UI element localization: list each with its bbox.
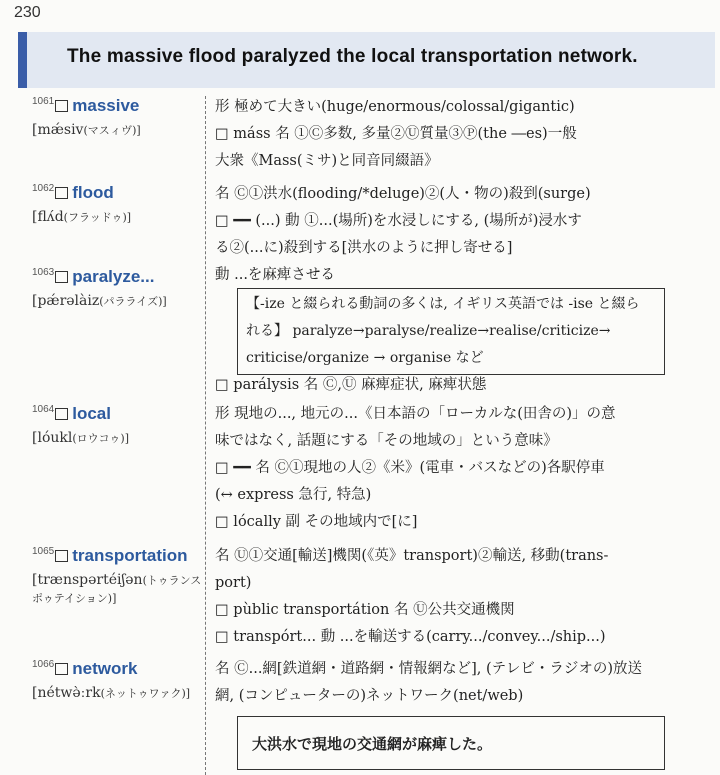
note-line: criticise/organize → organise など <box>246 350 484 366</box>
definition-line: 名 Ⓒ①洪水(flooding/*deluge)②(人・物の)殺到(surge) <box>215 186 591 202</box>
definition-line: □ pùblic transportátion 名 Ⓤ公共交通機関 <box>215 602 515 618</box>
definition-line: 名 Ⓤ①交通[輸送]機関(《英》transport)②輸送, 移動(trans- <box>215 548 609 564</box>
definition-line: 味ではなく, 話題にする「その地域の」という意味》 <box>215 433 558 449</box>
definition-line: □ ━━ 名 Ⓒ①現地の人②《米》(電車・バスなどの)各駅停車 <box>215 460 605 476</box>
pronunciation: [mǽsiv <box>32 122 84 138</box>
entry-number: 1065 <box>32 546 55 557</box>
entry-number: 1061 <box>32 96 55 107</box>
note-line: れる】 paralyze→paralyse/realize→realise/criticize→ <box>246 323 611 339</box>
pronunciation: [flʌ́d <box>32 209 64 225</box>
pronunciation: [trænspərtéiʃən <box>32 572 143 588</box>
definition-line: □ parálysis 名 Ⓒ,Ⓤ 麻痺症状, 麻痺状態 <box>215 377 487 393</box>
book-icon <box>55 271 68 283</box>
page-number: 230 <box>14 4 41 21</box>
definition-line: □ máss 名 ①Ⓒ多数, 多量②Ⓤ質量③Ⓟ(the ―es)一般 <box>215 126 577 142</box>
spelling-note-box <box>237 288 665 375</box>
headword-entry <box>32 267 167 309</box>
note-line: 【-ize と綴られる動詞の多くは, イギリス英語では -ise と綴ら <box>246 296 640 312</box>
entry-number: 1066 <box>32 659 55 670</box>
definition-line: 動 ...を麻痺させる <box>215 267 335 283</box>
headword: paralyze... <box>72 267 155 286</box>
katakana-reading-cont: ポゥテイション)] <box>32 592 117 605</box>
headword: massive <box>72 96 140 115</box>
katakana-reading: (トゥランス <box>142 574 202 587</box>
katakana-reading: (ネットゥワァク)] <box>100 687 191 700</box>
definition-line: 名 Ⓒ...網[鉄道網・道路網・情報網など], (テレビ・ラジオの)放送 <box>215 661 642 677</box>
definition-line: 形 現地の..., 地元の...《日本語の「ローカルな(田舎の)」の意 <box>215 406 616 422</box>
definition-line: □ ━━ (...) 動 ①...(場所)を水浸しにする, (場所が)浸水す <box>215 213 582 229</box>
definition-line: 網, (コンピューターの)ネットワーク(net/web) <box>215 688 524 704</box>
katakana-reading: (ロウコゥ)] <box>72 432 130 445</box>
entry-number: 1064 <box>32 404 55 415</box>
pronunciation: [lóukl <box>32 430 73 446</box>
book-icon <box>55 663 68 675</box>
definition-line: □ lócally 副 その地域内で[に] <box>215 514 418 530</box>
book-icon <box>55 408 68 420</box>
translation-box <box>237 716 665 770</box>
katakana-reading: (マスィヴ)] <box>83 124 141 137</box>
definition-block <box>215 401 680 536</box>
entry-number: 1062 <box>32 183 55 194</box>
column-divider <box>205 96 206 775</box>
headword: local <box>72 404 111 423</box>
katakana-reading: (パラライズ)] <box>99 295 167 308</box>
definition-block <box>215 656 680 710</box>
definition-line: □ transpórt... 動 ...を輸送する(carry.../convey.../ship...) <box>215 629 606 645</box>
definition-block <box>215 94 680 175</box>
book-icon <box>55 550 68 562</box>
headword-entry <box>32 96 141 138</box>
entry-number: 1063 <box>32 267 55 278</box>
definition-block <box>215 181 680 262</box>
definition-line: る②(...に)殺到する[洪水のように押し寄せる] <box>215 240 513 256</box>
definition-line: 大衆《Mass(ミサ)と同音同綴語》 <box>215 153 439 169</box>
headword-entry <box>32 183 131 225</box>
pronunciation: [nétwə̀ːrk <box>32 685 101 701</box>
headword: flood <box>72 183 114 202</box>
book-icon <box>55 100 68 112</box>
katakana-reading: (フラッドゥ)] <box>63 211 132 224</box>
headword-entry <box>32 546 201 606</box>
example-sentence: The massive flood paralyzed the local transportation network. <box>67 46 638 67</box>
pronunciation: [pǽrəlàiz <box>32 293 100 309</box>
definition-line: (↔ express 急行, 特急) <box>215 487 372 503</box>
definition-line: port) <box>215 575 252 591</box>
translation-text: 大洪水で現地の交通網が麻痺した。 <box>252 736 493 753</box>
headword: network <box>72 659 138 678</box>
definition-line: 形 極めて大きい(huge/enormous/colossal/gigantic) <box>215 99 575 115</box>
headword: transportation <box>72 546 188 565</box>
definition-block <box>215 543 680 651</box>
headword-entry <box>32 659 190 701</box>
example-sentence-banner <box>18 32 715 88</box>
headword-entry <box>32 404 129 446</box>
book-icon <box>55 187 68 199</box>
